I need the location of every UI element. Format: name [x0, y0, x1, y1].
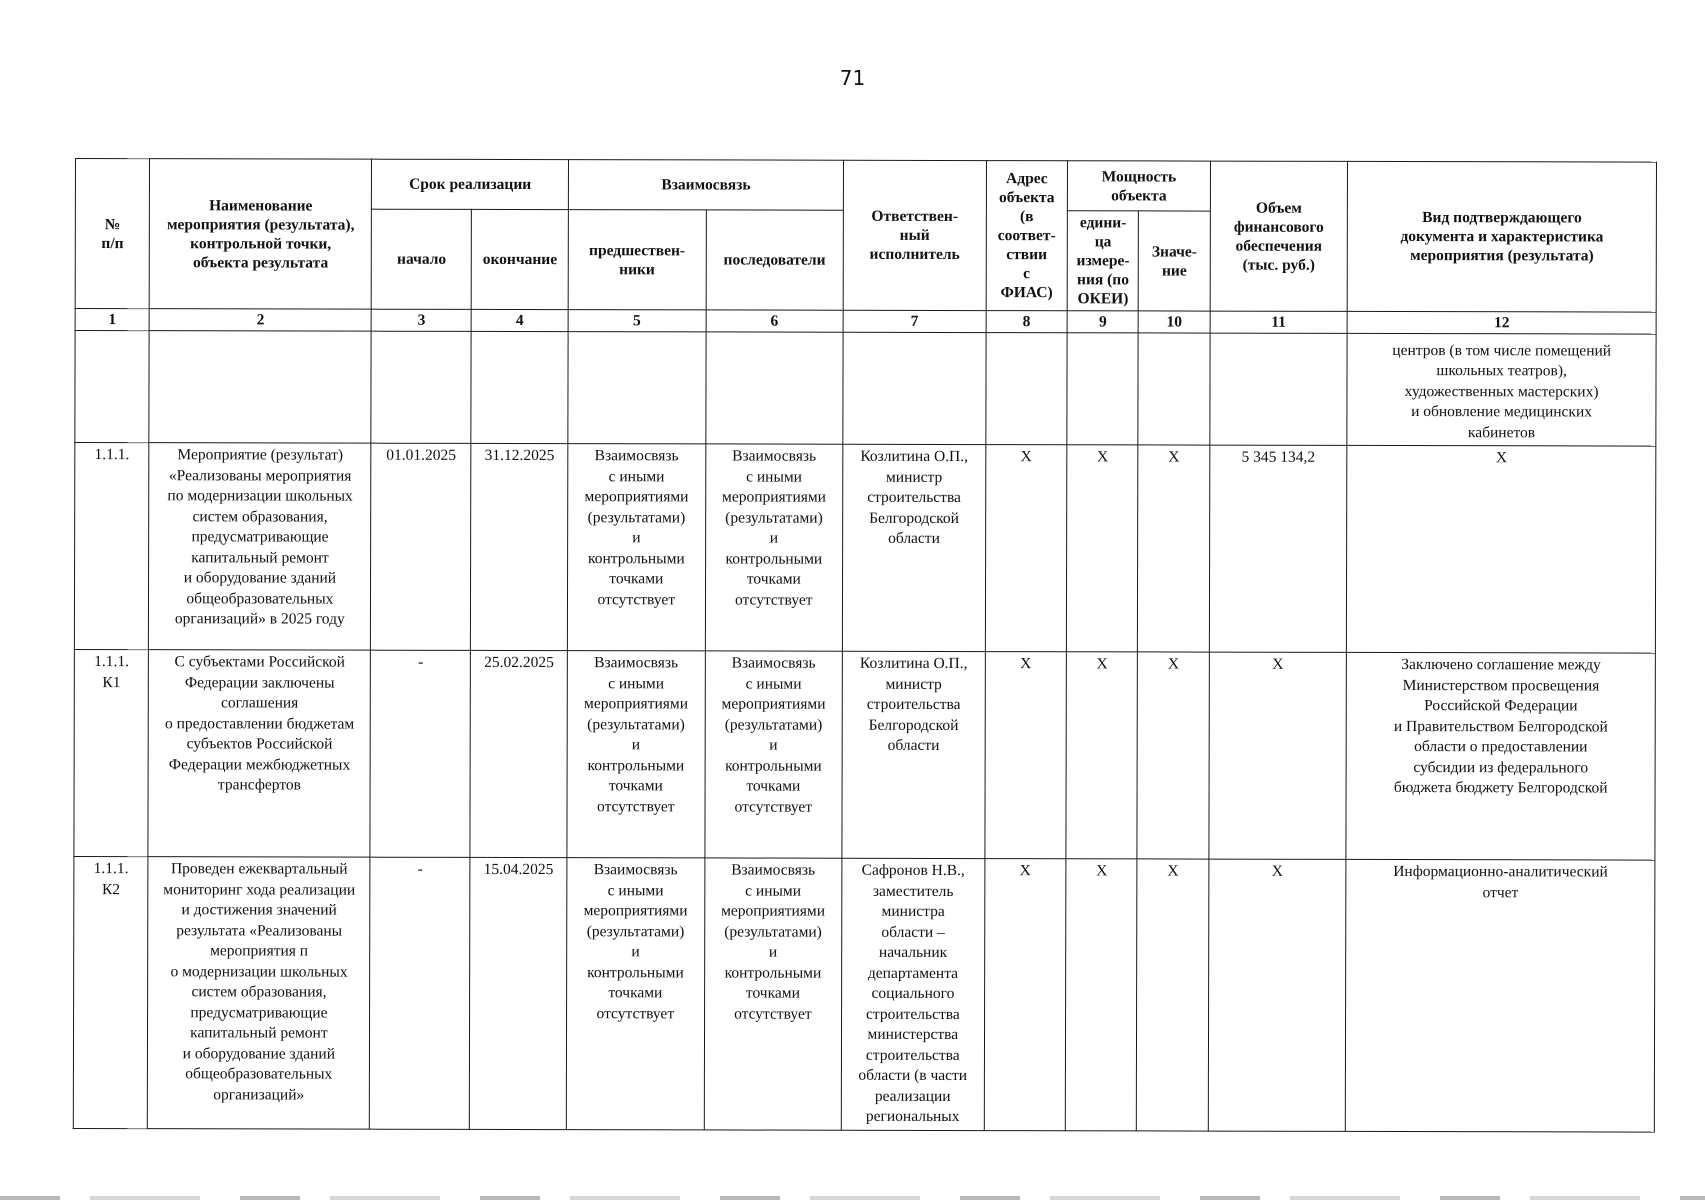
row-unit: X [1067, 445, 1139, 652]
table-row [73, 856, 1655, 1131]
row-start: 01.01.2025 [371, 443, 471, 650]
header-term-group: Срок реализации [372, 159, 569, 209]
row-value: X [1138, 445, 1210, 652]
header-num: № п/п [75, 159, 150, 309]
column-number: 6 [706, 310, 844, 332]
empty-cell [371, 331, 471, 443]
row-followers: Взаимосвязь с иными мероприятиями (результатами) и контрольными точками отсутствует [705, 444, 843, 651]
row-address: X [984, 859, 1066, 1131]
row-finance: X [1209, 652, 1347, 859]
empty-cell [843, 332, 986, 444]
column-number: 9 [1067, 311, 1138, 333]
header-value: Значе- ние [1139, 211, 1211, 311]
column-number: 12 [1347, 311, 1656, 334]
empty-cell [471, 331, 568, 443]
row-start: - [370, 857, 470, 1129]
row-predecessors: Взаимосвязь с иными мероприятиями (результатами) и контрольными точками отсутствует [567, 444, 705, 651]
table-row [74, 443, 1655, 654]
row-name: Мероприятие (результат) «Реализованы мероприятия по модернизации школьных систем образования, предусматривающие капитальный ремонт и оборудование зданий общеобразовательных организаций» в 2025 году [149, 443, 372, 651]
column-number: 4 [471, 309, 568, 331]
header-document: Вид подтверждающего документа и характеристика мероприятия (результата) [1347, 161, 1656, 312]
row-address: X [985, 445, 1067, 652]
empty-cell [705, 332, 843, 444]
row-document: X [1347, 445, 1656, 653]
row-address: X [985, 652, 1067, 859]
row-responsible: Сафронов Н.В., заместитель министра области – начальник департамента социального строительства министерства строительства области (в части реализации региональных [841, 858, 984, 1130]
column-number: 11 [1210, 311, 1348, 333]
row-responsible: Козлитина О.П., министр строительства Белгородской области [842, 651, 985, 858]
row-finance: X [1208, 859, 1346, 1131]
row-num: 1.1.1. [74, 443, 149, 650]
row-responsible: Козлитина О.П., министр строительства Белгородской области [842, 444, 985, 651]
column-number: 2 [149, 309, 371, 332]
empty-cell [1138, 333, 1210, 445]
header-capacity-group: Мощность объекта [1068, 161, 1211, 211]
continuation-row [75, 331, 1656, 447]
column-number: 5 [568, 310, 706, 332]
plan-table [73, 158, 1657, 1132]
header-term-end: окончание [471, 209, 568, 309]
row-name: Проведен ежеквартальный мониторинг хода реализации и достижения значений результата «Реализованы мероприятия п о модернизации школьных систем образования, предусматривающие капитальный ремонт и оборудование зданий общеобразовательных организаций» [148, 857, 371, 1129]
header-address: Адрес объекта (в соответ- ствии с ФИАС) [986, 161, 1068, 311]
header-relation-group: Взаимосвязь [568, 160, 843, 211]
column-number: 7 [843, 310, 986, 332]
row-end: 25.02.2025 [470, 650, 567, 857]
column-number: 8 [986, 311, 1068, 333]
header-followers: последователи [706, 210, 844, 310]
continuation-text: центров (в том числе помещений школьных театров), художественных мастерских) и обновление медицинских кабинетов [1347, 333, 1656, 446]
row-name: С субъектами Российской Федерации заключены соглашения о предоставлении бюджетам субъектов Российской Федерации межбюджетных трансфертов [148, 650, 371, 858]
row-value: X [1137, 652, 1209, 859]
empty-cell [75, 331, 150, 443]
header-responsible: Ответствен- ный исполнитель [843, 160, 986, 310]
row-start: - [370, 650, 470, 857]
empty-cell [568, 332, 706, 444]
scan-edge-line [0, 1196, 1705, 1200]
row-unit: X [1066, 652, 1138, 859]
table-row [74, 649, 1655, 860]
row-end: 15.04.2025 [470, 857, 567, 1129]
empty-cell [1067, 333, 1139, 445]
document-sheet [73, 158, 1657, 1132]
row-document: Информационно-аналитический отчет [1346, 859, 1655, 1131]
row-unit: X [1065, 859, 1137, 1131]
empty-cell [986, 333, 1068, 445]
row-followers: Взаимосвязь с иными мероприятиями (результатами) и контрольными точками отсутствует [704, 651, 842, 858]
column-number: 10 [1139, 311, 1210, 333]
empty-cell [149, 331, 371, 444]
header-term-start: начало [372, 209, 472, 309]
header-finance: Объем финансового обеспечения (тыс. руб.) [1210, 161, 1348, 311]
row-predecessors: Взаимосвязь с иными мероприятиями (результатами) и контрольными точками отсутствует [567, 651, 705, 858]
header-unit: едини- ца измере- ния (по ОКЕИ) [1067, 211, 1139, 311]
row-value: X [1137, 859, 1209, 1131]
header-name: Наименование мероприятия (результата), контрольной точки, объекта результата [150, 159, 372, 310]
page-number: 71 [839, 66, 866, 90]
row-end: 31.12.2025 [471, 443, 568, 650]
column-number: 3 [372, 309, 472, 331]
row-predecessors: Взаимосвязь с иными мероприятиями (результатами) и контрольными точками отсутствует [566, 858, 704, 1130]
header-predecessors: предшествен- ники [568, 210, 706, 310]
row-followers: Взаимосвязь с иными мероприятиями (результатами) и контрольными точками отсутствует [704, 858, 842, 1130]
column-number: 1 [75, 309, 149, 331]
row-document: Заключено соглашение между Министерством просвещения Российской Федерации и Правительством Белгородской области о предоставлении субсидии из федерального бюджета бюджету Белгородской [1346, 652, 1655, 860]
empty-cell [1210, 333, 1348, 445]
row-finance: 5 345 134,2 [1209, 445, 1347, 652]
row-num: 1.1.1. К2 [73, 856, 148, 1128]
row-num: 1.1.1. К1 [74, 649, 149, 856]
